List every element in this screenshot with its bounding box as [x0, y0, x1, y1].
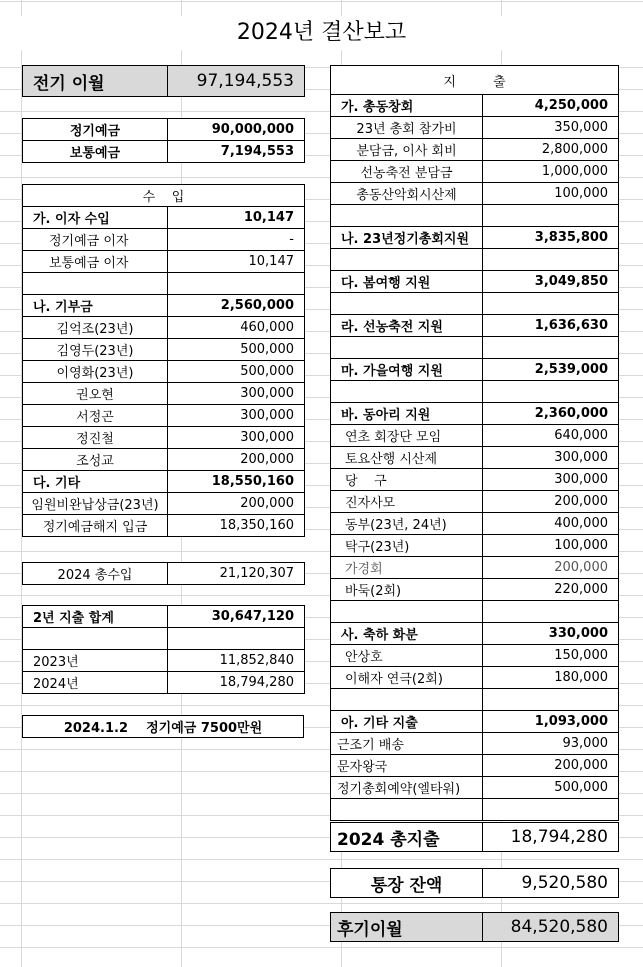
deposit-label: 정기예금 — [23, 119, 168, 141]
deposit-row — [23, 119, 305, 141]
table-row — [23, 515, 305, 537]
table-row — [331, 777, 619, 799]
total-income-value: 21,120,307 — [168, 563, 305, 585]
year-value: 18,794,280 — [168, 672, 305, 694]
item-value: 300,000 — [168, 427, 305, 449]
table-row — [23, 427, 305, 449]
item-label: 권오현 — [23, 383, 168, 405]
item-label: 동부(23년, 24년) — [331, 513, 483, 535]
income-interest-label: 가. 이자 수입 — [23, 207, 168, 229]
item-value: 460,000 — [168, 317, 305, 339]
table-row — [23, 650, 305, 672]
expense-general-label: 가. 총동창회 — [331, 95, 483, 117]
item-label: 정진철 — [23, 427, 168, 449]
table-row — [331, 425, 619, 447]
total-expense-value: 18,794,280 — [483, 823, 619, 852]
item-value: 350,000 — [483, 117, 619, 139]
year-label: 2023년 — [23, 650, 168, 672]
table-row — [23, 449, 305, 471]
expense-header: 지 출 — [331, 66, 619, 95]
expense-misc-label: 아. 기타 지출 — [331, 711, 483, 733]
item-label: 안상호 — [331, 645, 483, 667]
table-row — [331, 667, 619, 689]
item-label: 선농축전 분담금 — [331, 161, 483, 183]
item-label: 이해자 연극(2회) — [331, 667, 483, 689]
item-value: 100,000 — [483, 183, 619, 205]
item-value: 200,000 — [168, 449, 305, 471]
table-row — [331, 469, 619, 491]
item-value: 18,350,160 — [168, 515, 305, 537]
item-value: - — [168, 229, 305, 251]
item-label: 서정곤 — [23, 405, 168, 427]
expense-festival-value: 1,636,630 — [483, 315, 619, 337]
table-row — [331, 139, 619, 161]
item-label: 조성교 — [23, 449, 168, 471]
expense-autumn-label: 마. 가을여행 지원 — [331, 359, 483, 381]
year-label: 2024년 — [23, 672, 168, 694]
table-row — [331, 513, 619, 535]
item-label: 연초 회장단 모임 — [331, 425, 483, 447]
item-label: 근조기 배송 — [331, 733, 483, 755]
carryover-value: 97,194,553 — [168, 66, 305, 97]
table-row — [23, 672, 305, 694]
table-row — [331, 557, 619, 579]
deposit-label: 보통예금 — [23, 141, 168, 163]
item-value: 2,800,000 — [483, 139, 619, 161]
expense-club-value: 2,360,000 — [483, 403, 619, 425]
item-label: 정기예금해지 입금 — [23, 515, 168, 537]
next-carry-table — [330, 912, 619, 942]
table-row — [331, 491, 619, 513]
item-value: 500,000 — [483, 777, 619, 799]
deposit-row — [23, 141, 305, 163]
carryover-label: 전기 이월 — [23, 66, 168, 97]
deposits-table — [22, 118, 305, 163]
total-expense-table — [330, 822, 619, 852]
expense-festival-label: 라. 선농축전 지원 — [331, 315, 483, 337]
expense-autumn-value: 2,539,000 — [483, 359, 619, 381]
table-row — [23, 251, 305, 273]
item-label: 정기예금 이자 — [23, 229, 168, 251]
expense-general-value: 4,250,000 — [483, 95, 619, 117]
expense-table — [330, 65, 619, 821]
table-row — [23, 361, 305, 383]
item-label: 23년 총회 참가비 — [331, 117, 483, 139]
two-year-value: 30,647,120 — [168, 606, 305, 628]
year-value: 11,852,840 — [168, 650, 305, 672]
table-row — [331, 645, 619, 667]
item-label: 보통예금 이자 — [23, 251, 168, 273]
deposit-note: 2024.1.2 정기예금 7500만원 — [23, 716, 304, 738]
carryover-table — [22, 65, 305, 97]
table-row — [331, 183, 619, 205]
item-value: 180,000 — [483, 667, 619, 689]
item-label: 총동산악회시산제 — [331, 183, 483, 205]
table-row — [331, 755, 619, 777]
table-row — [331, 117, 619, 139]
income-table — [22, 184, 305, 537]
item-value: 1,000,000 — [483, 161, 619, 183]
total-expense-label: 2024 총지출 — [331, 823, 483, 852]
item-label: 임원비완납상금(23년) — [23, 493, 168, 515]
table-row — [331, 161, 619, 183]
next-carry-label: 후기이월 — [331, 913, 483, 942]
item-value: 300,000 — [168, 383, 305, 405]
next-carry-value: 84,520,580 — [483, 913, 619, 942]
income-other-value: 18,550,160 — [168, 471, 305, 493]
item-label: 가경회 — [331, 557, 483, 579]
expense-club-label: 바. 동아리 지원 — [331, 403, 483, 425]
expense-flowers-value: 330,000 — [483, 623, 619, 645]
total-income-label: 2024 총수입 — [23, 563, 168, 585]
item-value: 500,000 — [168, 339, 305, 361]
income-interest-value: 10,147 — [168, 207, 305, 229]
income-header: 수 입 — [23, 185, 305, 207]
balance-value: 9,520,580 — [483, 869, 619, 898]
income-other-label: 다. 기타 — [23, 471, 168, 493]
expense-assembly-label: 나. 23년정기총회지원 — [331, 227, 483, 249]
item-label: 이영화(23년) — [23, 361, 168, 383]
item-value: 100,000 — [483, 535, 619, 557]
item-label: 바둑(2회) — [331, 579, 483, 601]
expense-assembly-value: 3,835,800 — [483, 227, 619, 249]
expense-misc-value: 1,093,000 — [483, 711, 619, 733]
table-row — [331, 535, 619, 557]
item-value: 200,000 — [483, 491, 619, 513]
income-donation-label: 나. 기부금 — [23, 295, 168, 317]
item-value: 200,000 — [483, 557, 619, 579]
item-value: 200,000 — [483, 755, 619, 777]
table-row — [23, 229, 305, 251]
item-label: 김억조(23년) — [23, 317, 168, 339]
item-value: 300,000 — [168, 405, 305, 427]
item-value: 400,000 — [483, 513, 619, 535]
expense-spring-label: 다. 봄여행 지원 — [331, 271, 483, 293]
table-row — [331, 733, 619, 755]
table-row — [23, 405, 305, 427]
table-row — [23, 317, 305, 339]
item-value: 93,000 — [483, 733, 619, 755]
expense-flowers-label: 사. 축하 화분 — [331, 623, 483, 645]
deposit-value: 7,194,553 — [168, 141, 305, 163]
item-value: 220,000 — [483, 579, 619, 601]
item-value: 500,000 — [168, 361, 305, 383]
item-label: 정기총회예약(엘타워) — [331, 777, 483, 799]
balance-label: 통장 잔액 — [331, 869, 483, 898]
item-label: 문자왕국 — [331, 755, 483, 777]
item-value: 300,000 — [483, 447, 619, 469]
total-income-table — [22, 562, 305, 585]
income-donation-value: 2,560,000 — [168, 295, 305, 317]
item-label: 탁구(23년) — [331, 535, 483, 557]
table-row — [331, 447, 619, 469]
item-label: 진자사모 — [331, 491, 483, 513]
expense-spring-value: 3,049,850 — [483, 271, 619, 293]
item-value: 150,000 — [483, 645, 619, 667]
item-label: 토요산행 시산제 — [331, 447, 483, 469]
item-label: 김영두(23년) — [23, 339, 168, 361]
item-value: 10,147 — [168, 251, 305, 273]
two-year-label: 2년 지출 합계 — [23, 606, 168, 628]
item-label: 당 구 — [331, 469, 483, 491]
item-value: 300,000 — [483, 469, 619, 491]
item-value: 200,000 — [168, 493, 305, 515]
balance-table — [330, 868, 619, 898]
table-row — [331, 579, 619, 601]
note-table — [22, 715, 304, 738]
table-row — [23, 493, 305, 515]
two-year-table — [22, 605, 305, 694]
item-value: 640,000 — [483, 425, 619, 447]
table-row — [23, 339, 305, 361]
deposit-value: 90,000,000 — [168, 119, 305, 141]
item-label: 분담금, 이사 회비 — [331, 139, 483, 161]
report-title: 2024년 결산보고 — [0, 16, 643, 50]
table-row — [23, 383, 305, 405]
